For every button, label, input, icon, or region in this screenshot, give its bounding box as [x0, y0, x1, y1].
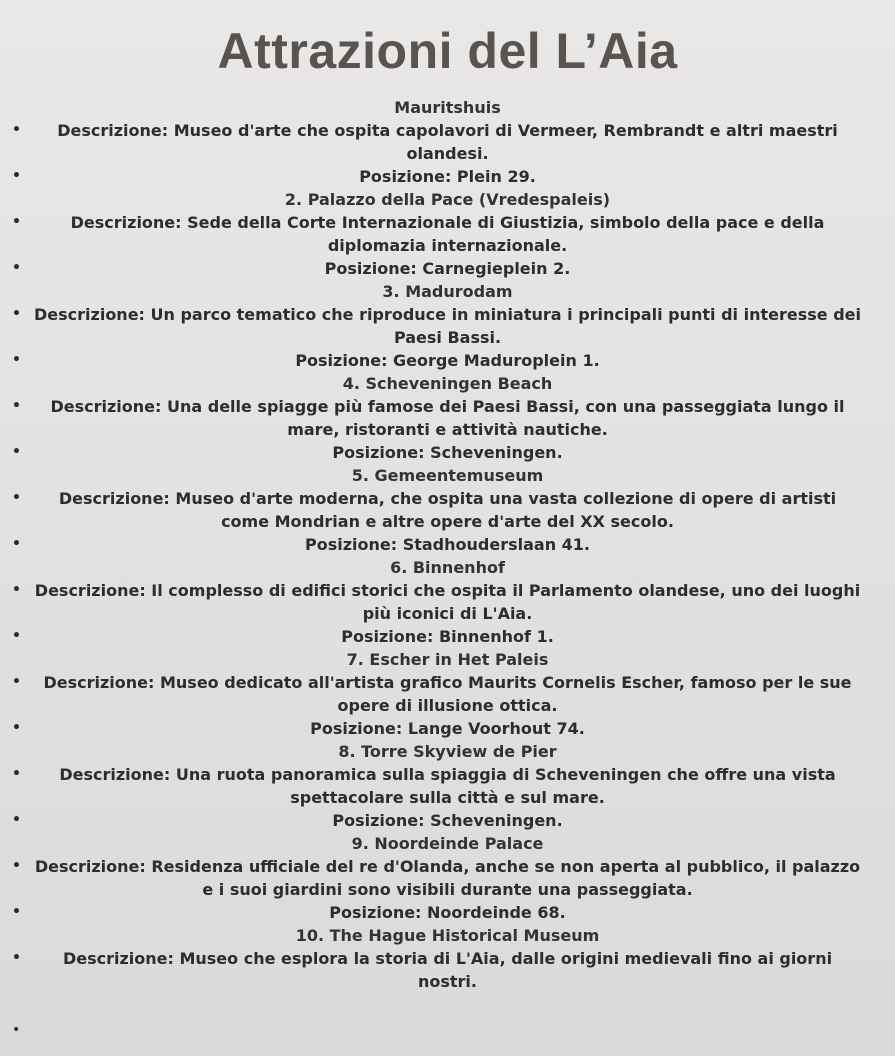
attraction-name: 7. Escher in Het Paleis: [346, 650, 549, 669]
attraction-position: [0, 901, 895, 924]
attraction-name: 3. Madurodam: [382, 282, 513, 301]
attraction-description: [0, 395, 895, 441]
attraction-entry: [0, 648, 895, 740]
bullet-icon: •: [12, 582, 21, 598]
description-text: Descrizione: Museo che esplora la storia di L'Aia, dalle origini medievali fino ai giorni nostri.: [62, 949, 833, 991]
bullet-icon: •: [12, 444, 21, 460]
attraction-position: [0, 441, 895, 464]
attraction-entry: [0, 280, 895, 372]
description-text: Descrizione: Il complesso di edifici storici che ospita il Parlamento olandese, uno dei luoghi più iconici di L'Aia.: [34, 581, 861, 623]
page-title: Attrazioni del L’Aia: [217, 23, 678, 79]
attraction-description: [0, 119, 895, 165]
description-text: Descrizione: Una delle spiagge più famose dei Paesi Bassi, con una passeggiata lungo il mare, ristoranti e attività nautiche.: [50, 397, 845, 439]
attraction-entry: [0, 832, 895, 924]
description-text: Descrizione: Residenza ufficiale del re d'Olanda, anche se non aperta al pubblico, il palazzo e i suoi giardini sono visibili durante una passeggiata.: [34, 857, 861, 899]
bullet-icon: •: [12, 306, 21, 322]
bullet-icon: •: [12, 766, 21, 782]
position-text: Posizione: Stadhouderslaan 41.: [304, 535, 591, 554]
attraction-description: [0, 671, 895, 717]
position-text: Posizione: Scheveningen.: [332, 811, 563, 830]
bullet-icon: •: [12, 168, 21, 184]
attraction-entry: [0, 188, 895, 280]
attraction-entry: [0, 464, 895, 556]
attraction-entry: [0, 556, 895, 648]
bullet-icon: •: [12, 628, 21, 644]
position-text: Posizione: George Maduroplein 1.: [295, 351, 600, 370]
bullet-icon: •: [12, 720, 21, 736]
attraction-description: [0, 211, 895, 257]
attraction-position: [0, 717, 895, 740]
attraction-position: [0, 349, 895, 372]
description-text: Descrizione: Museo dedicato all'artista grafico Maurits Cornelis Escher, famoso per le sue opere di illusione ottica.: [43, 673, 852, 715]
attraction-name: 5. Gemeentemuseum: [351, 466, 544, 485]
attraction-description: [0, 947, 895, 993]
attraction-entry: [0, 96, 895, 188]
attraction-name: 2. Palazzo della Pace (Vredespaleis): [284, 190, 611, 209]
attractions-list: [0, 96, 895, 993]
description-text: Descrizione: Museo d'arte che ospita capolavori di Vermeer, Rembrandt e altri maestri olandesi.: [57, 121, 838, 163]
attraction-description: [0, 303, 895, 349]
bullet-icon: •: [12, 398, 21, 414]
attraction-position: [0, 533, 895, 556]
attraction-name: Mauritshuis: [394, 98, 501, 117]
position-text: Posizione: Plein 29.: [359, 167, 536, 186]
bullet-icon: •: [12, 674, 21, 690]
attraction-description: [0, 763, 895, 809]
bullet-icon: •: [12, 122, 21, 138]
bullet-icon: •: [12, 352, 21, 368]
bullet-icon: •: [12, 260, 21, 276]
position-text: Posizione: Carnegieplein 2.: [324, 259, 571, 278]
position-text: Posizione: Noordeinde 68.: [329, 903, 566, 922]
attraction-position: [0, 257, 895, 280]
bullet-icon: •: [12, 1022, 21, 1038]
attraction-entry: [0, 372, 895, 464]
description-text: Descrizione: Una ruota panoramica sulla spiaggia di Scheveningen che offre una vista spettacolare sulla città e sul mare.: [59, 765, 836, 807]
bullet-icon: •: [12, 950, 21, 966]
position-text: Posizione: Binnenhof 1.: [341, 627, 554, 646]
bullet-icon: •: [12, 858, 21, 874]
attraction-entry: [0, 740, 895, 832]
attraction-description: [0, 487, 895, 533]
bullet-icon: •: [12, 214, 21, 230]
attraction-position: [0, 165, 895, 188]
attraction-position: [0, 625, 895, 648]
bullet-icon: •: [12, 904, 21, 920]
description-text: Descrizione: Museo d'arte moderna, che ospita una vasta collezione di opere di artisti come Mondrian e altre opere d'arte del XX secolo.: [58, 489, 837, 531]
bullet-icon: •: [12, 812, 21, 828]
attraction-name: 9. Noordeinde Palace: [351, 834, 544, 853]
position-text: Posizione: Lange Voorhout 74.: [310, 719, 585, 738]
attraction-name: 8. Torre Skyview de Pier: [338, 742, 557, 761]
bullet-icon: •: [12, 490, 21, 506]
bullet-icon: •: [12, 536, 21, 552]
description-text: Descrizione: Sede della Corte Internazionale di Giustizia, simbolo della pace e della diplomazia internazionale.: [70, 213, 825, 255]
description-text: Descrizione: Un parco tematico che riproduce in miniatura i principali punti di interesse dei Paesi Bassi.: [34, 305, 861, 347]
attraction-name: 4. Scheveningen Beach: [342, 374, 553, 393]
attraction-description: [0, 579, 895, 625]
attraction-entry: [0, 924, 895, 993]
attraction-description: [0, 855, 895, 901]
attraction-name: 10. The Hague Historical Museum: [295, 926, 600, 945]
attraction-position: [0, 809, 895, 832]
position-text: Posizione: Scheveningen.: [332, 443, 563, 462]
attraction-name: 6. Binnenhof: [390, 558, 505, 577]
